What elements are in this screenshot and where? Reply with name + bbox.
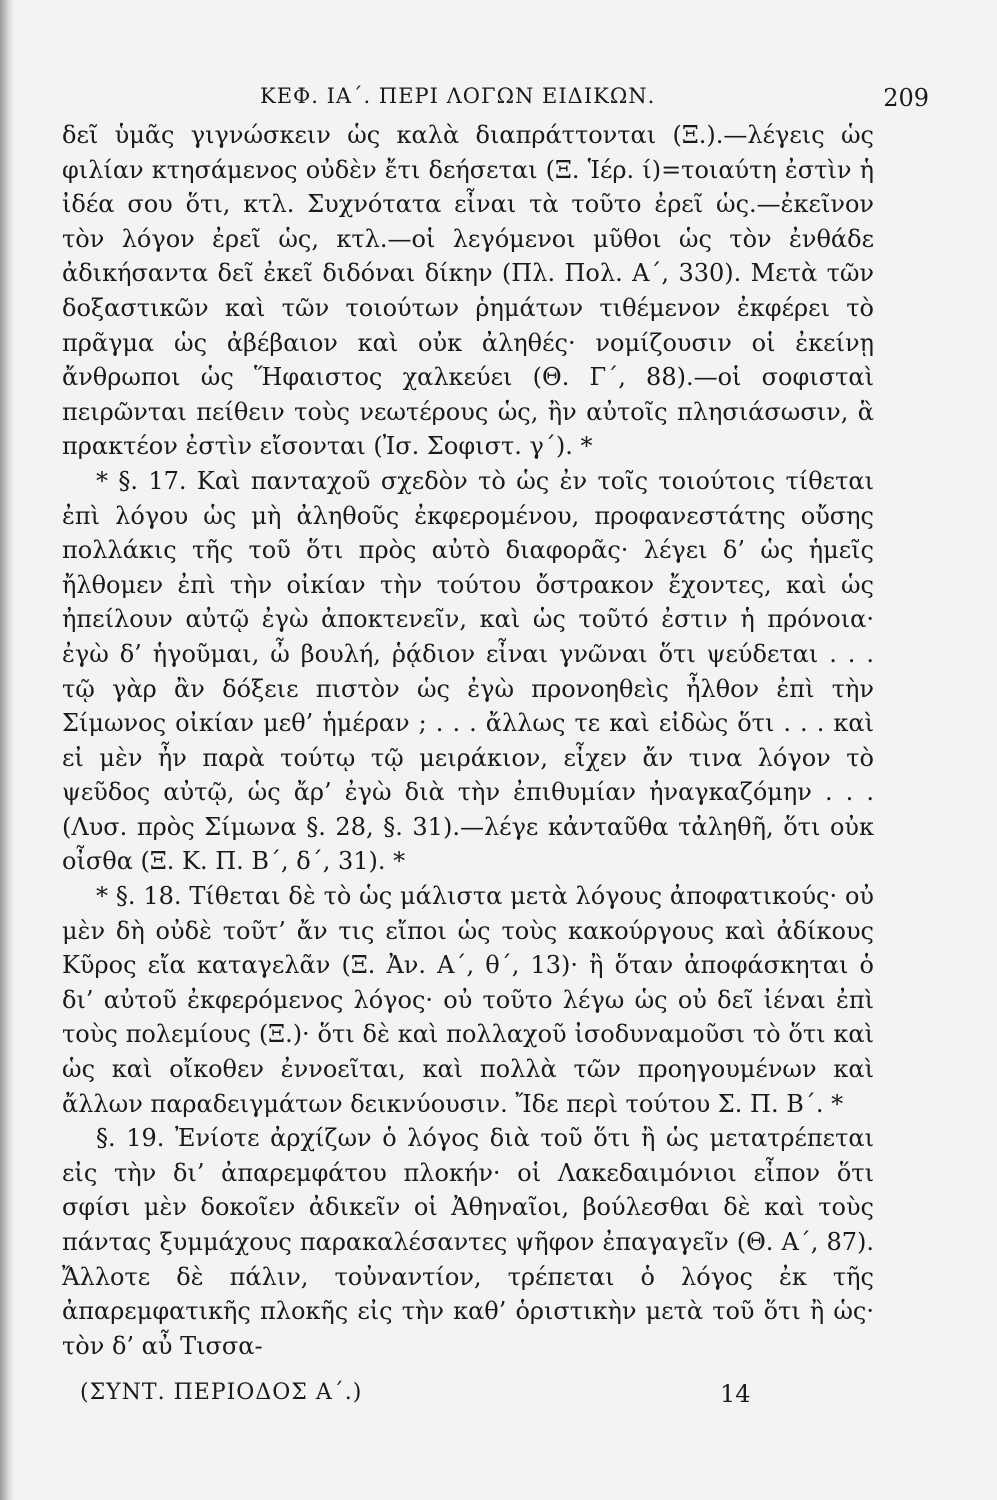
page-edge-shadow bbox=[0, 0, 14, 1500]
page-footer bbox=[60, 1380, 937, 1420]
paragraph-section-19: §. 19. Ἐνίοτε ἀρχίζων ὁ λόγος διὰ τοῦ ὅτι ἢ ὡς μετατρέπεται εἰς τὴν δι’ ἀπαρεμφάτου πλοκήν· οἱ Λακεδαιμόνιοι εἶπον ὅτι σφίσι μὲν δοκοῖεν ἀδικεῖν οἱ Ἀθηναῖοι, βούλεσθαι δὲ καὶ τοὺς πάντας ξυμμάχους παρακαλέσαντες ψῆφον ἐπαγαγεῖν (Θ. Α΄, 87). Ἄλλοτε δὲ πάλιν, τοὐναντίον, τρέπεται ὁ λόγος ἐκ τῆς ἀπαρεμφατικῆς πλοκῆς εἰς τὴν καθ’ ὁριστικὴν μετὰ τοῦ ὅτι ἢ ὡς· τὸν δ’ αὖ Τισσα- bbox=[62, 1124, 874, 1360]
body-text bbox=[62, 118, 874, 1363]
paragraph-continuation: δεῖ ὑμᾶς γιγνώσκειν ὡς καλὰ διαπράττονται (Ξ.).—λέγεις ὡς φιλίαν κτησάμενος οὐδὲν ἔτι δεήσεται (Ξ. Ἱέρ. ί)=τοιαύτη ἐστὶν ἡ ἰδέα σου ὅτι, κτλ. Συχνότατα εἶναι τὰ τοῦτο ἐρεῖ ὡς.—ἐκεῖνον τὸν λόγον ἐρεῖ ὡς, κτλ.—οἱ λεγόμενοι μῦθοι ὡς τὸν ἐνθάδε ἀδικήσαντα δεῖ ἐκεῖ διδόναι δίκην (Πλ. Πολ. Α΄, 330). Μετὰ τῶν δοξαστικῶν καὶ τῶν τοιούτων ῥημάτων τιθέμενον ἐκφέρει τὸ πρᾶγμα ὡς ἀβέβαιον καὶ οὐκ ἀληθές· νομίζουσιν οἱ ἐκείνῃ ἄνθρωποι ὡς Ἥφαιστος χαλκεύει (Θ. Γ΄, 88).—οἱ σοφισταὶ πειρῶνται πείθειν τοὺς νεωτέρους ὡς, ἢν αὐτοῖς πλησιάσωσιν, ἃ πρακτέον ἐστὶν εἴσονται (Ἰσ. Σοφιστ. γ΄). * bbox=[62, 121, 874, 461]
running-head: ΚΕΦ. ΙΑ΄. ΠΕΡΙ ΛΟΓΩΝ ΕΙΔΙΚΩΝ. bbox=[260, 84, 656, 108]
page-header bbox=[60, 78, 937, 122]
printer-signature: (ΣΥΝΤ. ΠΕΡΙΟΔΟΣ Α΄.) bbox=[80, 1380, 363, 1405]
signature-number: 14 bbox=[720, 1380, 751, 1408]
page-number: 209 bbox=[883, 84, 929, 112]
paragraph-section-17: * §. 17. Καὶ πανταχοῦ σχεδὸν τὸ ὡς ἐν τοῖς τοιούτοις τίθεται ἐπὶ λόγου ὡς μὴ ἀληθοῦς ἐκφερομένου, προφανεστάτης οὔσης πολλάκις τῆς τοῦ ὅτι πρὸς αὐτὸ διαφορᾶς· λέγει δ’ ὡς ἡμεῖς ἤλθομεν ἐπὶ τὴν οἰκίαν τὴν τούτου ὄστρακον ἔχοντες, καὶ ὡς ἠπείλουν αὐτῷ ἐγὼ ἀποκτενεῖν, καὶ ὡς τοῦτό ἐστιν ἡ πρόνοια· ἐγὼ δ’ ἡγοῦμαι, ὦ βουλή, ῥᾴδιον εἶναι γνῶναι ὅτι ψεύδεται . . . τῷ γὰρ ἂν δόξειε πιστὸν ὡς ἐγὼ προνοηθεὶς ἦλθον ἐπὶ τὴν Σίμωνος οἰκίαν μεθ’ ἡμέραν ; . . . ἄλλως τε καὶ εἰδὼς ὅτι . . . καὶ εἰ μὲν ἦν παρὰ τούτῳ τῷ μειράκιον, εἶχεν ἄν τινα λόγον τὸ ψεῦδος αὐτῷ, ὡς ἄρ’ ἐγὼ διὰ τὴν ἐπιθυμίαν ἠναγκαζόμην . . . (Λυσ. πρὸς Σίμωνα §. 28, §. 31).—λέγε κἀνταῦθα τἀληθῆ, ὅτι οὐκ οἶσθα (Ξ. Κ. Π. Β΄, δ΄, 31). * bbox=[62, 466, 874, 876]
paragraph-section-18: * §. 18. Τίθεται δὲ τὸ ὡς μάλιστα μετὰ λόγους ἀποφατικούς· οὐ μὲν δὴ οὐδὲ τοῦτ’ ἄν τις εἴποι ὡς τοὺς κακούργους καὶ ἀδίκους Κῦρος εἴα καταγελᾶν (Ξ. Ἀν. Α΄, θ΄, 13)· ἢ ὅταν ἀποφάσκηται ὁ δι’ αὐτοῦ ἐκφερόμενος λόγος· οὐ τοῦτο λέγω ὡς οὐ δεῖ ἰέναι ἐπὶ τοὺς πολεμίους (Ξ.)· ὅτι δὲ καὶ πολλαχοῦ ἰσοδυναμοῦσι τὸ ὅτι καὶ ὡς καὶ οἴκοθεν ἐννοεῖται, καὶ πολλὰ τῶν προηγουμένων καὶ ἄλλων παραδειγμάτων δεικνύουσιν. Ἴδε περὶ τούτου Σ. Π. Β΄. * bbox=[62, 882, 874, 1118]
